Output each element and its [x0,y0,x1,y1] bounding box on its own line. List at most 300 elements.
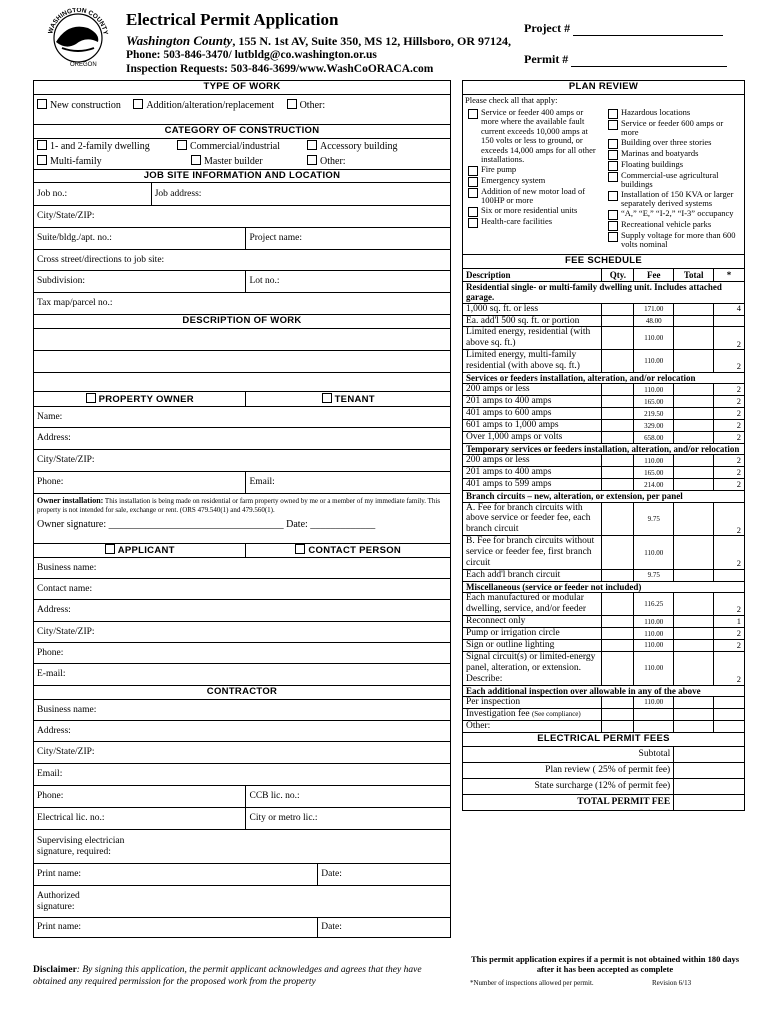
new-construction-option[interactable] [37,100,121,111]
qty-field[interactable] [602,720,634,732]
fee-description-text: Ea. add'l 500 sq. ft. or portion [466,315,580,326]
fee-description [463,697,602,709]
suite-field[interactable]: Suite/bldg./apt. no.: [34,228,246,250]
plan-review-label: Service or feeder 600 amps or more [621,117,724,138]
checkbox[interactable] [468,109,478,119]
fee-description-text: Investigation fee [466,708,530,719]
supervising-signature-field[interactable] [34,830,451,864]
disclaimer-title: Disclaimer [33,965,77,975]
qty-field[interactable] [602,708,634,720]
checkbox[interactable] [307,155,317,165]
print-name-field[interactable]: Print name: [34,864,318,886]
checkbox[interactable] [608,232,618,242]
fee-description [463,420,602,432]
permit-number-field[interactable] [571,66,727,67]
plan-review-right [608,108,742,250]
qty-field[interactable] [602,536,634,570]
fee-description-text: Reconnect only [466,616,526,627]
total-field[interactable] [674,708,714,720]
plan-review-item[interactable] [468,187,602,206]
inspections-count: 2 [714,455,745,467]
plan-review-intro: Please check all that apply: [465,95,558,105]
owner-installation-title: Owner installation: [37,496,104,505]
fee-amount: 110.00 [634,327,674,350]
owner-email-field[interactable]: Email: [246,472,451,494]
fee-row [463,570,745,582]
option-label: 1- and 2-family dwelling [50,141,150,152]
total-field[interactable] [674,593,714,616]
subtotal-field[interactable] [674,746,745,762]
contractor-address-field[interactable]: Address: [34,721,451,742]
qty-field[interactable] [602,593,634,616]
fee-description [463,640,602,652]
qty-field[interactable] [602,408,634,420]
plan-review-label: Marinas and boatyards [621,147,699,158]
total-field[interactable] [674,570,714,582]
supervising-label-2: signature, required: [37,846,111,857]
total-permit-fee-field[interactable] [674,794,745,810]
plan-review-label: Installation of 150 KVA or larger separately derived systems [621,188,734,209]
fee-amount [634,708,674,720]
fee-amount: 110.00 [634,628,674,640]
print-name-field-2[interactable]: Print name: [34,918,318,938]
fee-row [463,315,745,327]
qty-field[interactable] [602,616,634,628]
surcharge-label: State surcharge (12% of permit fee) [463,778,674,794]
option-label: CONTACT PERSON [308,545,402,557]
total-field[interactable] [674,720,714,732]
plan-review-label: Fire pump [481,163,517,174]
ccb-license-field[interactable]: CCB lic. no.: [246,786,451,808]
fee-row [463,303,745,315]
checkbox[interactable] [191,155,201,165]
project-number-field[interactable] [573,35,723,36]
fee-row [463,502,745,536]
multi-family-option[interactable] [37,154,177,169]
owner-installation-text: This installation is being made on residential or farm property owned by me or a member of my immediate family. This property is not intended for sale, exchange or rent. (ORS 479.540(1) and 479.560(1). [37,497,441,514]
inspections-count: 2 [714,327,745,350]
fee-section-title: Services or feeders installation, alteration, and/or relocation [463,373,745,384]
master-builder-option[interactable] [177,154,307,169]
fee-description-text: 201 amps to 400 amps [466,396,552,407]
fee-section [463,685,745,696]
inspections-count: 2 [714,651,745,685]
fee-section [463,581,745,592]
qty-field[interactable] [602,455,634,467]
fee-description [463,396,602,408]
cross-street-field[interactable]: Cross street/directions to job site: [34,250,451,271]
fee-amount: 110.00 [634,616,674,628]
total-field[interactable] [674,616,714,628]
fee-description [463,593,602,616]
fee-description-text: Each add'l branch circuit [466,570,561,581]
fee-description-text: Over 1,000 amps or volts [466,432,563,443]
qty-field[interactable] [602,467,634,479]
fee-amount: 171.00 [634,303,674,315]
fee-description [463,570,602,582]
applicant-business-field[interactable]: Business name: [34,558,451,579]
inspections-count: 1 [714,616,745,628]
fee-description [463,720,602,732]
project-label: Project # [524,21,571,35]
fee-row [463,479,745,491]
fee-description-text: Limited energy, residential (with above sq. ft.) [466,327,591,349]
checkbox[interactable] [37,155,47,165]
applicant-email-field[interactable]: E-mail: [34,664,451,686]
fee-row [463,396,745,408]
contractor-header: CONTRACTOR [34,686,451,700]
option-label: APPLICANT [117,545,175,557]
inspections-count: 2 [714,432,745,444]
qty-field[interactable] [602,396,634,408]
plan-review-label: Hazardous locations [621,106,691,117]
fee-description-text: Other: [466,720,491,731]
total-field[interactable] [674,408,714,420]
fee-section [463,281,745,303]
phone-email: Phone: 503-846-3470/ lutbldg@co.washington.or.us [126,49,377,61]
owner-installation-note [37,496,447,514]
fee-row [463,628,745,640]
commercial-option[interactable] [177,139,307,154]
fee-description [463,536,602,570]
fee-amount: 9.75 [634,502,674,536]
total-field[interactable] [674,479,714,491]
checkbox[interactable] [86,393,96,403]
col-star: * [714,268,745,281]
plan-review-label: Six or more residential units [481,204,578,215]
qty-field[interactable] [602,502,634,536]
col-total: Total [674,268,714,281]
fee-amount: 110.00 [634,536,674,570]
job-address-field[interactable]: Job address: [151,183,450,206]
checkbox[interactable] [177,140,187,150]
owner-city-field[interactable]: City/State/ZIP: [34,450,451,472]
checkbox[interactable] [608,210,618,220]
checkbox[interactable] [468,207,478,217]
checkbox[interactable] [608,161,618,171]
fee-amount: 658.00 [634,432,674,444]
checkbox[interactable] [608,221,618,231]
total-field[interactable] [674,315,714,327]
fee-row [463,651,745,685]
one-two-family-option[interactable] [37,139,177,154]
fee-amount: 219.50 [634,408,674,420]
plan-review-label: Health-care facilities [481,215,553,226]
checkbox[interactable] [37,140,47,150]
application-form [33,80,451,938]
plan-review-label: “A,” “E,” “I-2,” “I-3” occupancy [621,207,734,218]
checkbox[interactable] [608,109,618,119]
total-field[interactable] [674,628,714,640]
fee-row [463,640,745,652]
total-field[interactable] [674,455,714,467]
total-field[interactable] [674,327,714,350]
checkbox[interactable] [608,139,618,149]
inspections-count: 2 [714,408,745,420]
option-label: Master builder [204,156,263,167]
disclaimer [33,964,451,989]
subtotal-label: Subtotal [463,746,674,762]
qty-field[interactable] [602,327,634,350]
fee-amount: 110.00 [634,384,674,396]
total-field[interactable] [674,420,714,432]
inspections-count: 2 [714,350,745,373]
checkbox[interactable] [307,140,317,150]
fee-note: (See compliance) [531,709,581,718]
fee-row [463,432,745,444]
fee-description-text: 201 amps to 400 amps [466,467,552,478]
contractor-business-field[interactable]: Business name: [34,700,451,721]
total-field[interactable] [674,651,714,685]
option-label: PROPERTY OWNER [98,393,194,405]
inspections-count [714,570,745,582]
fee-description [463,479,602,491]
fee-description-text: B. Fee for branch circuits without service or feeder fee, first branch circuit [466,536,595,569]
contractor-email-field[interactable]: Email: [34,764,451,786]
inspections-count [714,720,745,732]
fee-description-text: Sign or outline lighting [466,640,555,650]
job-city-field[interactable]: City/State/ZIP: [34,206,451,228]
total-field[interactable] [674,640,714,652]
plan-review-label: Floating buildings [621,158,684,169]
total-field[interactable] [674,697,714,709]
plan-review-label: Supply voltage for more than 600 volts nominal [621,229,736,250]
fee-description-text: 200 amps or less [466,455,530,466]
checkbox[interactable] [295,544,305,554]
type-of-work-header: TYPE OF WORK [34,81,451,95]
tenant-option[interactable] [246,392,451,407]
inspections-count: 2 [714,384,745,396]
checkbox[interactable] [608,191,618,201]
plan-review-item[interactable] [468,108,602,165]
fee-amount: 110.00 [634,350,674,373]
plan-review-fee-field[interactable] [674,762,745,778]
surcharge-field[interactable] [674,778,745,794]
fee-row [463,384,745,396]
fee-description-text: A. Fee for branch circuits with above service or feeder fee, each branch circuit [466,502,591,535]
fee-columns [463,268,745,281]
property-owner-option[interactable] [34,392,246,407]
other-work-option[interactable] [287,100,326,111]
footnote: *Number of inspections allowed per permit. [470,979,594,987]
fee-description [463,384,602,396]
applicant-address-field[interactable]: Address: [34,600,451,622]
fee-section-title: Each additional inspection over allowable in any of the above [463,685,745,696]
fee-section-title: Branch circuits – new, alteration, or extension, per panel [463,491,745,502]
inspections-count [714,315,745,327]
fee-description [463,616,602,628]
fee-description-text: 1,000 sq. ft. or less [466,303,539,314]
date-field-2[interactable]: Date: [318,918,451,938]
total-field[interactable] [674,467,714,479]
fee-row [463,467,745,479]
fee-description-text: 200 amps or less [466,384,530,395]
fee-description [463,455,602,467]
plan-review-label: Addition of new motor load of 100HP or more [481,185,586,206]
qty-field[interactable] [602,570,634,582]
fee-row [463,720,745,732]
logo-text-top: WASHINGTON COUNTY [47,8,109,36]
fee-description-text: 401 amps to 600 amps [466,408,552,419]
qty-field[interactable] [602,479,634,491]
checkbox[interactable] [468,188,478,198]
plan-review-options [465,106,742,252]
total-permit-fee-label: TOTAL PERMIT FEE [463,794,674,810]
plan-review-label: Building over three stories [621,136,712,147]
fee-description-text: Signal circuit(s) or limited-energy panel, alteration, or extension. Describe: [466,651,596,684]
checkbox[interactable] [468,177,478,187]
permit-number [524,52,727,67]
fee-row [463,708,745,720]
qty-field[interactable] [602,303,634,315]
checkbox[interactable] [287,99,297,109]
contact-person-option[interactable] [246,544,451,558]
inspections-count: 2 [714,536,745,570]
applicant-phone-field[interactable]: Phone: [34,643,451,664]
checkbox[interactable] [608,150,618,160]
city-license-field[interactable]: City or metro lic.: [246,808,451,830]
fee-form [462,80,745,811]
fee-description [463,350,602,373]
plan-review-item[interactable] [608,171,742,190]
qty-field[interactable] [602,432,634,444]
fee-description [463,651,602,685]
county-logo [42,8,114,68]
fee-amount: 165.00 [634,396,674,408]
project-name-field[interactable]: Project name: [246,228,451,250]
lot-field[interactable]: Lot no.: [246,271,451,293]
owner-name-field[interactable]: Name: [34,407,451,428]
option-label: Multi-family [50,156,102,167]
checkbox[interactable] [322,393,332,403]
owner-signature-line[interactable]: Owner signature: ___________________________________ Date: _____________ [37,518,376,530]
other-category-option[interactable] [307,154,447,169]
total-field[interactable] [674,350,714,373]
checkbox[interactable] [468,218,478,228]
fee-description [463,303,602,315]
county-name: Washington County [126,33,233,48]
plan-review-label: Commercial-use agricultural buildings [621,169,719,190]
inspections-count: 2 [714,479,745,491]
qty-field[interactable] [602,350,634,373]
checkbox[interactable] [37,99,47,109]
qty-field[interactable] [602,697,634,709]
fee-row [463,616,745,628]
option-label: Other: [299,99,326,111]
fee-row [463,420,745,432]
job-site-header: JOB SITE INFORMATION AND LOCATION [34,170,451,183]
qty-field[interactable] [602,628,634,640]
option-label: Addition/alteration/replacement [146,99,275,111]
total-field[interactable] [674,536,714,570]
plan-review-label: Recreational vehicle parks [621,218,712,229]
total-field[interactable] [674,396,714,408]
option-label: TENANT [334,393,375,405]
plan-review-item[interactable] [608,231,742,250]
inspections-count [714,697,745,709]
inspections-count: 4 [714,303,745,315]
fee-description-text: 401 amps to 599 amps [466,479,552,490]
owner-phone-field[interactable]: Phone: [34,472,246,494]
total-field[interactable] [674,384,714,396]
revision: Revision 6/13 [652,979,692,987]
contractor-city-field[interactable]: City/State/ZIP: [34,742,451,764]
fee-section-title: Miscellaneous (service or feeder not included) [463,581,745,592]
date-field[interactable]: Date: [318,864,451,886]
validity-note: This permit application expires if a permit is not obtained within 180 days after it has been accepted as complete [470,954,740,974]
plan-review-item[interactable] [468,217,602,228]
qty-field[interactable] [602,315,634,327]
fee-row [463,593,745,616]
fee-description-text: Each manufactured or modular dwelling, service, and/or feeder [466,593,587,615]
fee-description [463,327,602,350]
authorized-signature-field[interactable] [34,886,451,918]
qty-field[interactable] [602,640,634,652]
subdivision-field[interactable]: Subdivision: [34,271,246,293]
fee-amount: 329.00 [634,420,674,432]
fee-section [463,491,745,502]
inspections-count: 2 [714,467,745,479]
fee-description [463,502,602,536]
fee-amount: 110.00 [634,651,674,685]
total-field[interactable] [674,502,714,536]
plan-review-item[interactable] [608,119,742,138]
plan-review-label: Emergency system [481,174,546,185]
fee-description [463,432,602,444]
county-address [126,33,511,49]
job-no-field[interactable]: Job no.: [34,183,152,206]
fee-amount: 9.75 [634,570,674,582]
contractor-phone-field[interactable]: Phone: [34,786,246,808]
electrical-license-field[interactable]: Electrical lic. no.: [34,808,246,830]
qty-field[interactable] [602,384,634,396]
tax-map-field[interactable]: Tax map/parcel no.: [34,293,451,315]
inspections-count: 2 [714,396,745,408]
fee-row [463,455,745,467]
applicant-contact-field[interactable]: Contact name: [34,579,451,600]
owner-address-field[interactable]: Address: [34,428,451,450]
accessory-option[interactable] [307,139,447,154]
qty-field[interactable] [602,651,634,685]
checkbox[interactable] [133,99,143,109]
total-field[interactable] [674,303,714,315]
fee-section-title: Temporary services or feeders installation, alteration, and/or relocation [463,444,745,455]
fee-amount [634,720,674,732]
fee-description [463,708,602,720]
option-label: Other: [320,156,346,167]
supervising-label: Supervising electrician [37,835,125,846]
applicant-city-field[interactable]: City/State/ZIP: [34,622,451,643]
description-line-2[interactable] [34,351,451,373]
fee-section [463,444,745,455]
option-label: Accessory building [320,141,398,152]
checkbox[interactable] [608,172,618,182]
checkbox[interactable] [468,166,478,176]
fee-rows [463,281,745,732]
qty-field[interactable] [602,420,634,432]
plan-review-item[interactable] [608,190,742,209]
addition-alteration-option[interactable] [133,100,274,111]
total-field[interactable] [674,432,714,444]
applicant-option[interactable] [34,544,246,558]
fee-schedule-header: FEE SCHEDULE [463,254,745,268]
checkbox[interactable] [608,120,618,130]
col-qty: Qty. [602,268,634,281]
description-line-1[interactable] [34,329,451,351]
fee-amount: 116.25 [634,593,674,616]
permit-fees-header: ELECTRICAL PERMIT FEES [463,732,745,746]
checkbox[interactable] [105,544,115,554]
